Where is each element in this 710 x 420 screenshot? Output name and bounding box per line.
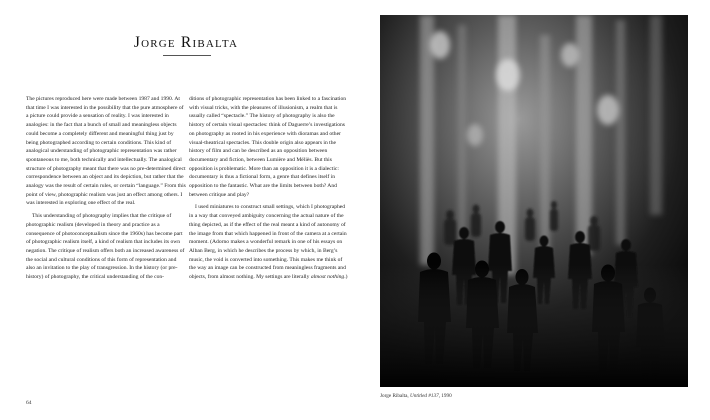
paragraph-4-text: I used miniatures to construct small settings, which I photographed in a way that conveyed ambiguity concerning the actual nature of the thing depicted, as if the effect of the real meant a kind of autonomy of the image from that which happened in front of the camera at a certain moment. (Adorno makes a wonderful remark in one of his essays on Alban Berg, in which he describes the process by which, in Berg’s music, the void is converted into something. This makes me think of the way an image can be constructed from meaningless fragments and objects, from almost nothing. My settings are literally (189, 204, 347, 281)
left-text-column (26, 95, 186, 395)
paragraph-4 (189, 203, 349, 281)
title-rule (163, 55, 211, 56)
paragraph-1: The pictures reproduced here were made between 1987 and 1990. At that time I was interested in the possibility that the pure atmosphere of a picture could provide a sensation of reality. I was interested in analogies: in the fact that a bunch of small and meaningless objects could become a completely different and meaningful thing just by being photographed according to certain conditions. This kind of analogical understanding of photographic representation was rather spontaneous to me, both technically and intellectually. The analogical structure of photography meant that there was no pre-determined direct correspondence between an object and its depiction, but rather that the analogy was the result of certain rules, or certain “language.” From this point of view, photographic realism was just an effect among others. I was interested in exploring one effect of the real. (26, 96, 186, 207)
paragraph-3: ditions of photographic representation has been linked to a fascination with visual tricks, with the pleasures of illusionism, a realm that is usually called “spectacle.” The history of photography is also the history of certain visual spectacles: think of Daguerre’s investigations on photography as rooted in his experience with dioramas and other visual-theatrical spectacles. This double origin also appears in the history of film and can be described as an opposition between documentary and fiction, between Lumière and Méliès. But this opposition is problematic. More than an opposition it is a dialectic: documentary is thus a fictional form, a genre that defines itself in opposition to the fantastic. What are the limits between both? And between critique and play? (189, 96, 347, 198)
photo-caption (380, 393, 452, 399)
page-title: Jorge Ribalta (133, 34, 239, 51)
right-text-column (189, 95, 349, 395)
caption-year: , 1990 (438, 393, 452, 399)
photograph (380, 15, 688, 387)
caption-artist: Jorge Ribalta, (380, 393, 411, 399)
paragraph-4-emphasis: almost nothing (310, 274, 345, 281)
page-number: 64 (26, 400, 32, 406)
caption-work: Untitled #137 (410, 393, 439, 399)
paragraph-2: This understanding of photography implies that the critique of photographic realism (developed in theory and practice as a consequence of photoconceptualism since the 1960s) has become part of photographic realism itself, a kind of realism that includes its own negation. The critique of realism offers both an increased awareness of the social and cultural conditions of this form of representation and also an invitation to the play of transgression. In the history (or pre-history) of photography, the critical understanding of the con- (26, 213, 185, 281)
paragraph-4-end: .) (344, 274, 348, 281)
